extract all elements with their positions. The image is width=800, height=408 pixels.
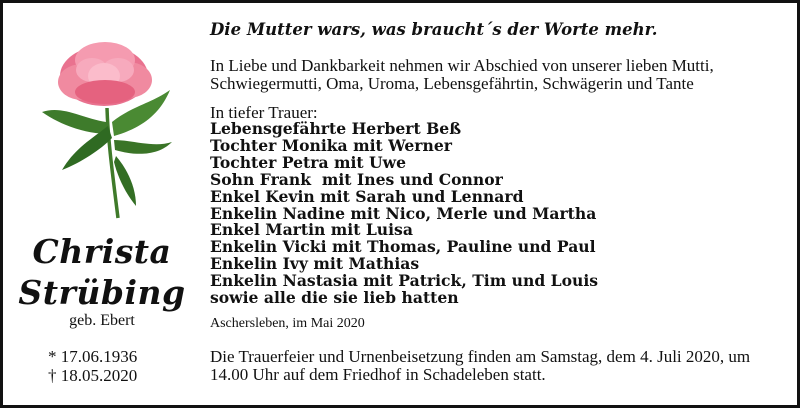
funeral-notice: Die Trauerfeier und Urnenbeisetzung finden am Samstag, dem 4. Juli 2020, um 14.00 Uhr auf dem Friedhof in Schadeleben statt. [210, 347, 751, 384]
peony-flower-icon [32, 30, 182, 220]
birth-name: geb. Ebert [69, 312, 135, 329]
mourning-heading: In tiefer Trauer: [210, 103, 318, 122]
mourner-item: Enkelin Nadine mit Nico, Merle und Martha [210, 203, 597, 223]
mourner-item: Enkelin Ivy mit Mathias [210, 254, 420, 274]
mourner-item: Enkel Martin mit Luisa [210, 220, 413, 240]
mourner-item: Lebensgefährte Herbert Beß [210, 119, 462, 138]
mourner-item: Tochter Monika mit Werner [210, 135, 452, 155]
life-dates [48, 347, 137, 385]
farewell-intro: In Liebe und Dankbarkeit nehmen wir Abschied von unserer lieben Mutti, Schwiegermutti, Oma, Uroma, Lebensgefährtin, Schwägerin und Tante [210, 56, 714, 93]
mourner-item: Enkel Kevin mit Sarah und Lennard [210, 186, 524, 206]
mourner-item: Enkelin Vicki mit Thomas, Pauline und Paul [210, 237, 596, 257]
mourner-item: sowie alle die sie lieb hatten [210, 288, 459, 308]
deceased-last-name: Strübing [18, 273, 186, 312]
place-date: Aschersleben, im Mai 2020 [210, 316, 365, 331]
birth-date: * 17.06.1936 [48, 347, 138, 366]
mourners-list [210, 121, 598, 307]
deceased-first-name: Christa [32, 232, 172, 271]
death-date: † 18.05.2020 [48, 366, 138, 385]
deceased-panel [0, 0, 205, 408]
motto: Die Mutter wars, was braucht´s der Worte mehr. [210, 20, 658, 39]
mourner-item: Tochter Petra mit Uwe [210, 152, 406, 172]
mourner-item: Sohn Frank mit Ines und Connor [210, 169, 503, 189]
mourner-item: Enkelin Nastasia mit Patrick, Tim und Louis [210, 271, 599, 291]
